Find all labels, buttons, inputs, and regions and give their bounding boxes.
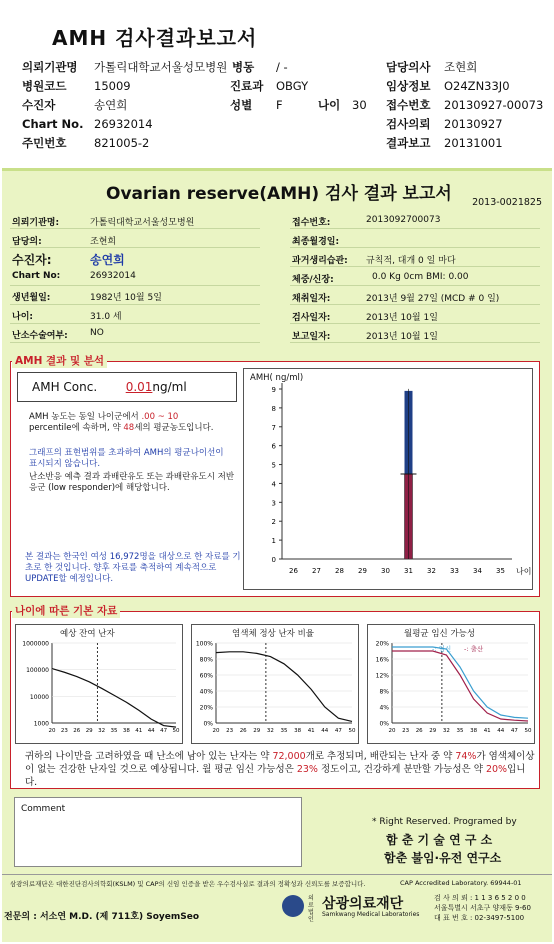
x-tick-label: 20 [48, 728, 56, 734]
y-tick-label: 60% [199, 672, 213, 680]
y-tick-label: 2 [271, 518, 276, 527]
header-label: 병원코드 [22, 79, 67, 93]
header-label: 병동 [232, 60, 255, 74]
x-tick-label: 34 [473, 567, 482, 575]
y-tick-label: 16% [375, 656, 389, 664]
percentile-text: AMH 농도는 동일 나이군에서 .00 ~ 10 percentile에 속하며, 약 48세의 평균농도입니다. [29, 412, 214, 433]
header-value: 가톨릭대학교서울성모병원 [94, 60, 228, 74]
x-tick-label: 41 [307, 728, 315, 734]
x-tick-label: 23 [60, 728, 68, 734]
legend-pregnancy: -: 임신 [432, 645, 452, 653]
header-label: 나이 [318, 98, 341, 112]
pregnancy-chart-svg [368, 625, 536, 745]
credit-institute: 함 춘 기 술 연 구 소 [386, 833, 493, 847]
x-tick-label: 26 [73, 728, 81, 734]
amh-analysis-section [10, 361, 540, 597]
y-tick-label: 0% [203, 720, 213, 728]
x-tick-label: 29 [85, 728, 93, 734]
doctor-signature: 전문의 : 서소연 M.D. (제 711호) SoyemSeo [4, 912, 200, 922]
basic-section-title: 나이에 따른 기본 자료 [12, 603, 120, 618]
y-tick-label: 7 [271, 423, 276, 432]
info-row: 체중/신장: 0.0 Kg 0cm BMI: 0.00 [292, 272, 469, 285]
x-tick-label: 26 [289, 567, 298, 575]
normal-chart-title: 염색체 정상 난자 비율 [232, 629, 315, 639]
info-row: 과거생리습관: 규칙적, 대개 0 일 마다 [292, 256, 456, 266]
series-line [216, 652, 352, 722]
eggs-remaining-chart [15, 624, 183, 744]
x-tick-label: 35 [456, 728, 464, 734]
x-tick-label: 31 [404, 567, 413, 575]
x-tick-label: 50 [348, 728, 356, 734]
info-row: 채취일자: 2013년 9월 27일 (MCD # 0 일) [292, 294, 500, 304]
credit-lab: 함춘 불임·유전 연구소 [384, 851, 502, 865]
x-tick-label: 23 [226, 728, 234, 734]
normal-chart-svg [192, 625, 360, 745]
x-tick-label: 47 [160, 728, 168, 734]
series-line [392, 651, 528, 721]
header-row [22, 58, 542, 76]
header-value: F [276, 98, 283, 112]
response-text: 난소반응 예측 결과 과배란유도 또는 과배란유도시 저반응군 (low responder)에 해당합니다. [29, 472, 235, 493]
info-row: 최종월경일: [292, 237, 340, 247]
conc-label: AMH Conc. [32, 380, 98, 394]
x-tick-label: 38 [470, 728, 478, 734]
info-row: 생년월일: 1982년 10월 5일 [12, 293, 162, 303]
contact-request: 검 사 의 뢰 : 1 1 3 6 5 2 0 0 [434, 894, 526, 902]
header-value: 20130927-00073 [444, 98, 544, 112]
header-row [22, 77, 542, 95]
x-tick-label: 35 [496, 567, 505, 575]
x-tick-label: 35 [280, 728, 288, 734]
amh-conc-box [17, 372, 237, 402]
info-row: 나이: 31.0 세 [12, 312, 122, 322]
population-note: 본 결과는 한국인 여성 16,972명을 대상으로 한 자료를 기초로 한 것입니다. 향후 자료를 축적하여 계속적으로 UPDATE할 예정입니다. [25, 552, 241, 584]
header-value: 30 [352, 98, 367, 112]
x-tick-label: 20 [388, 728, 396, 734]
info-row: 난소수술여부: NO [12, 328, 104, 341]
report-title: Ovarian reserve(AMH) 검사 결과 보고서 [106, 184, 452, 204]
x-tick-label: 26 [415, 728, 423, 734]
x-tick-label: 50 [172, 728, 180, 734]
info-row: 담당의: 조현희 [12, 237, 117, 247]
report-number: 2013-0021825 [472, 197, 542, 208]
x-tick-label: 44 [497, 728, 505, 734]
y-tick-label: 1000 [33, 720, 49, 728]
y-tick-label: 20% [375, 640, 389, 648]
x-tick-label: 29 [429, 728, 437, 734]
header-label: 검사의뢰 [386, 117, 431, 131]
conc-unit: ng/ml [152, 380, 187, 394]
y-tick-label: 0 [271, 556, 276, 564]
info-row: 접수번호: 2013092700073 [292, 215, 441, 228]
y-tick-label: 0% [379, 720, 389, 728]
x-tick-label: 32 [442, 728, 450, 734]
header-value: 15009 [94, 79, 131, 93]
header-label: 결과보고 [386, 136, 431, 150]
x-tick-label: 41 [483, 728, 491, 734]
x-tick-label: 50 [524, 728, 532, 734]
y-tick-label: 4% [379, 704, 389, 712]
x-tick-label: 23 [402, 728, 410, 734]
x-tick-label: 38 [294, 728, 302, 734]
comment-box [14, 797, 302, 867]
info-row: 의뢰기관명: 가톨릭대학교서울성모병원 [12, 218, 195, 228]
y-tick-label: 10000 [29, 693, 49, 701]
y-tick-label: 100% [195, 640, 213, 648]
x-tick-label: 29 [358, 567, 367, 575]
header-label: 임상정보 [386, 79, 431, 93]
basic-summary-text: 귀하의 나이만을 고려하였을 때 난소에 남아 있는 난자는 약 72,000개로 추정되며, 배란되는 난자 중 약 74%가 염색체이상이 없는 건강한 난자일 것으로 예상됩니다. 월 평균 임신 가능성은 23% 정도이고, 건강하게 분만할 가능성은 약 20%입니다. [25, 751, 535, 788]
header-value: 20130927 [444, 117, 503, 131]
pregnancy-chart [367, 624, 535, 744]
header-label: 진료과 [230, 79, 264, 93]
info-row: 검사일자: 2013년 10월 1일 [292, 313, 438, 323]
x-tick-label: 32 [427, 567, 436, 575]
report-header [0, 0, 554, 168]
y-tick-label: 40% [199, 688, 213, 696]
header-value: O24ZN33J0 [444, 79, 510, 93]
normal-egg-chart [191, 624, 359, 744]
eggs-chart-title: 예상 잔여 난자 [60, 629, 115, 639]
amh-section-title: AMH 결과 및 분석 [12, 353, 107, 368]
header-value: 조현희 [444, 60, 478, 74]
x-tick-label: 26 [239, 728, 247, 734]
x-tick-label: 47 [510, 728, 518, 734]
header-row [22, 134, 542, 152]
y-tick-label: 3 [271, 499, 276, 508]
x-axis-label: 나이 [516, 567, 532, 576]
legend-birth: -: 출산 [464, 645, 484, 653]
graph-note: 그래프의 표현범위를 초과하여 AMH의 평균나이선이 표시되지 않습니다. [29, 448, 224, 469]
y-tick-label: 4 [271, 480, 276, 489]
credit-line: * Right Reserved. Programed by [372, 817, 517, 827]
info-row: Chart No: 26932014 [12, 271, 136, 281]
x-tick-label: 35 [110, 728, 118, 734]
eggs-chart-svg [16, 625, 184, 745]
info-row: 수진자: 송연희 [12, 253, 125, 267]
header-label: 수진자 [22, 98, 56, 112]
x-tick-label: 27 [312, 567, 321, 575]
header-label: Chart No. [22, 117, 84, 131]
y-tick-label: 5 [271, 461, 276, 470]
header-value: 20131001 [444, 136, 503, 150]
comment-label: Comment [21, 804, 66, 814]
x-tick-label: 20 [212, 728, 220, 734]
info-row: 보고일자: 2013년 10월 1일 [292, 332, 438, 342]
amh-chart-title: AMH( ng/ml) [250, 373, 304, 383]
x-tick-label: 32 [98, 728, 106, 734]
x-tick-label: 32 [266, 728, 274, 734]
amh-age-chart [243, 368, 533, 590]
header-row [22, 115, 542, 133]
header-value: OBGY [276, 79, 309, 93]
footer-note: 삼광의료재단은 대한진단검사의학회(KSLM) 및 CAP의 신임 인증을 받은 우수검사실로 결과의 정확성과 신뢰도를 보증합니다. [10, 880, 366, 888]
header-value: 송연희 [94, 98, 128, 112]
header-value: / - [276, 60, 288, 74]
cap-accreditation: CAP Accredited Laboratory. 69944-01 [400, 879, 522, 887]
y-tick-label: 6 [271, 442, 276, 451]
y-tick-label: 80% [199, 656, 213, 664]
amh-report [2, 168, 552, 942]
amh-chart-svg [244, 369, 534, 591]
header-title: AMH 검사결과보고서 [52, 26, 258, 50]
header-label: 주민번호 [22, 136, 67, 150]
org-logo-icon [282, 895, 304, 917]
header-value: 821005-2 [94, 136, 150, 150]
header-row [22, 96, 542, 114]
y-tick-label: 100000 [26, 667, 49, 675]
header-label: 의뢰기관명 [22, 60, 78, 74]
conc-value: 0.01 [125, 380, 153, 394]
header-label: 접수번호 [386, 98, 431, 112]
y-tick-label: 8% [379, 688, 389, 696]
header-label: 성별 [230, 98, 253, 112]
y-tick-label: 12% [375, 672, 389, 680]
y-tick-label: 1 [271, 537, 276, 546]
series-line [392, 647, 528, 718]
org-type: 의료법인 [308, 895, 314, 923]
x-tick-label: 30 [381, 567, 390, 575]
x-tick-label: 47 [334, 728, 342, 734]
y-tick-label: 1000000 [22, 640, 49, 648]
x-tick-label: 33 [450, 567, 459, 575]
y-tick-label: 9 [271, 386, 276, 394]
contact-address: 서울특별시 서초구 양재동 9-60 [434, 904, 531, 912]
x-tick-label: 38 [122, 728, 130, 734]
header-label: 담당의사 [386, 60, 431, 74]
x-tick-label: 28 [335, 567, 344, 575]
pregnancy-chart-title: 월평균 임신 가능성 [404, 629, 476, 639]
org-name: 삼광의료재단 [322, 896, 404, 912]
x-tick-label: 44 [321, 728, 329, 734]
x-tick-label: 44 [147, 728, 155, 734]
series-line [52, 669, 176, 728]
header-value: 26932014 [94, 117, 153, 131]
basic-data-section [10, 611, 540, 789]
contact-phone: 대 표 번 호 : 02-3497-5100 [434, 914, 525, 922]
x-tick-label: 29 [253, 728, 261, 734]
x-tick-label: 41 [135, 728, 143, 734]
org-name-en: Samkwang Medical Laboratories [322, 911, 420, 918]
y-tick-label: 20% [199, 704, 213, 712]
y-tick-label: 8 [271, 404, 276, 413]
